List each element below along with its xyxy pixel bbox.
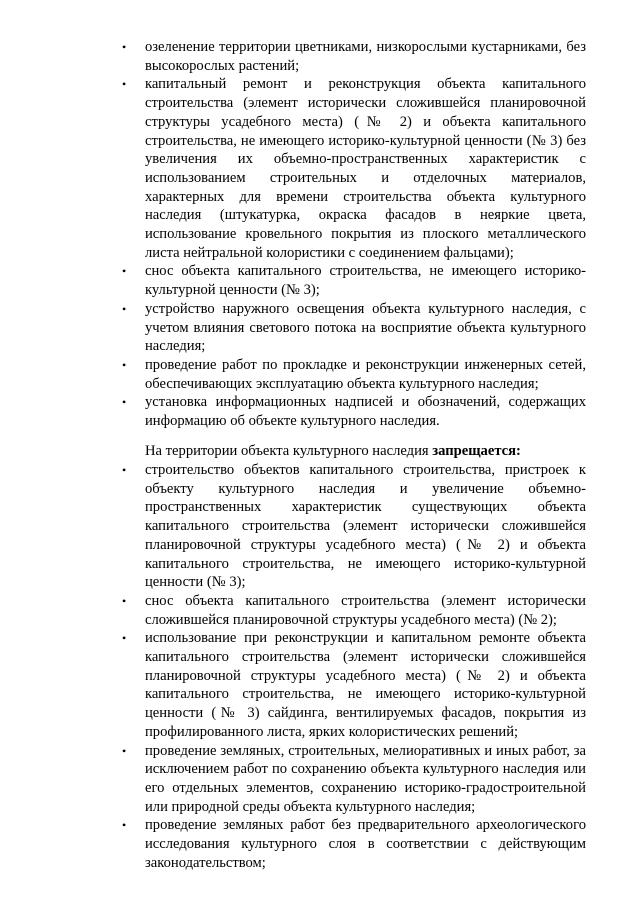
bullet-icon: • [122,301,127,316]
bullet-icon: • [122,77,127,92]
list-item-text: устройство наружного освещения объекта культурного наследия, с учетом влияния светового потока на восприятие объекта культурного наследия; [145,300,586,355]
list-item-text: использование при реконструкции и капитальном ремонте объекта капитального строительства (элемент исторически сложившейся планировочной структуры усадебного места) (№ 2) и объекта капитального строительства, не имеющего историко-культурной ценности (№ 3) сайдинга, вентилируемых фасадов, покрытия из профилированного листа, ярких колористических решений; [145,630,586,740]
list-item [0,742,586,817]
list-item [0,300,586,356]
prohibited-works-list [0,461,640,872]
bullet-icon: • [122,463,127,477]
list-item-text: проведение земляных, строительных, мелиоративных и иных работ, за исключением работ по сохранению объекта культурного наследия или его отдельных элементов, сохранению историко-градостроительной или природной среды объекта культурного наследия; [145,742,586,815]
bullet-icon: • [122,818,127,833]
list-item-text: снос объекта капитального строительства (элемент исторически сложившейся планировочной структуры усадебного места) (№ 2); [145,592,586,628]
list-item [0,356,586,393]
list-item [0,816,586,872]
bullet-icon: • [122,40,127,54]
prohibited-intro-text: На территории объекта культурного наследия [145,443,433,459]
list-item [0,393,586,430]
bullet-icon: • [122,631,127,646]
list-item-text: строительство объектов капитального строительства, пристроек к объекту культурного наследия и увеличение объемно-пространственных характеристик существующих объекта капитального строительства (элемент исторически сложившейся планировочной структуры усадебного места) (№ 2) и объекта капитального строительства, не имеющего историко-культурной ценности (№ 3); [145,462,586,591]
list-item-text: установка информационных надписей и обозначений, содержащих информацию об объекте культурного наследия. [145,394,586,430]
list-item-text: снос объекта капитального строительства, не имеющего историко-культурной ценности (№ 3); [145,263,586,299]
prohibited-intro-emphasis: запрещается: [432,443,521,459]
list-item-text: проведение работ по прокладке и реконструкции инженерных сетей, обеспечивающих эксплуатацию объекта культурного наследия; [145,356,586,392]
bullet-icon: • [122,264,127,279]
list-item-text: озеленение территории цветниками, низкорослыми кустарниками, без высокорослых растений; [145,39,586,74]
list-item [0,75,586,262]
list-item [0,629,586,741]
list-item-text: капитальный ремонт и реконструкция объекта капитального строительства (элемент исторически сложившейся планировочной структуры усадебного места) (№ 2) и объекта капитального строительства, не имеющего историко-культурной ценности (№ 3) без увеличения их объемно-пространственных характеристик с использованием строительных и отделочных материалов, характерных для времени строительства объекта культурного наследия (штукатурка, окраска фасадов в неяркие цвета, использование кровельного покрытия из плоского металлического листа нейтральной колористики с соединением фальцами); [145,76,586,261]
list-item [0,461,586,592]
bullet-icon: • [122,743,127,758]
allowed-works-list [0,38,640,431]
list-item [0,38,586,75]
bullet-icon: • [122,593,127,608]
prohibited-intro-paragraph [145,442,586,461]
list-item-text: проведение земляных работ без предварительного археологического исследования культурного слоя в соответствии с действующим законодательством; [145,817,586,871]
list-item [0,262,586,299]
bullet-icon: • [122,395,127,410]
list-item [0,592,586,629]
bullet-icon: • [122,357,127,372]
